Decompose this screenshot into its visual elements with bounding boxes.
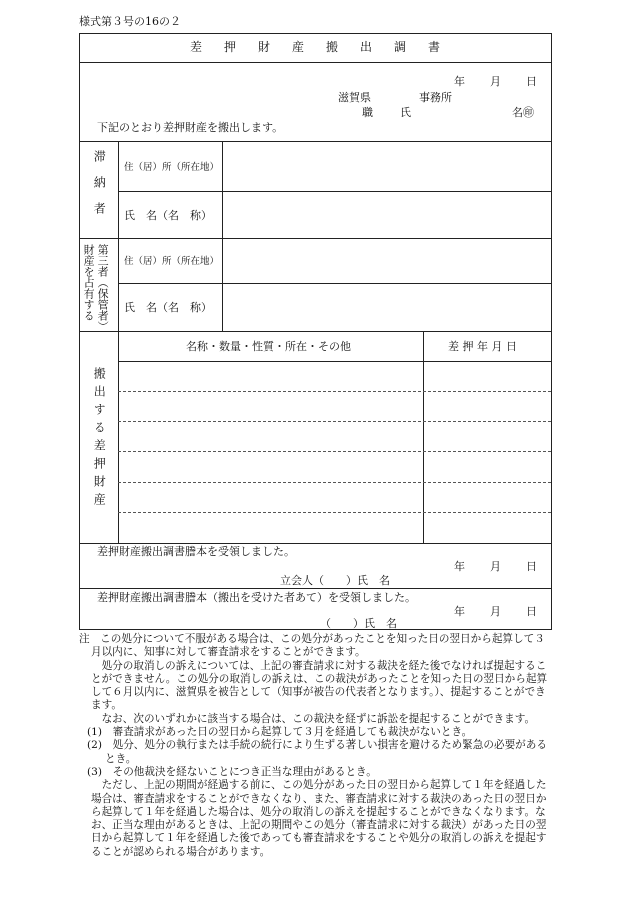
note-lawsuit: 処分の取消しの訴えについては、上記の審査請求に対する裁決を経た後でなければ提起することができません。この処分の取消しの訴えは、この裁決があったことを知った日の翌日から起算して６月以内に、滋賀県を被告として（知事が被告の代表者となります。）、提起することができます。 (91, 659, 548, 712)
third-party-address-label: 住（居）所（所在地） (124, 256, 220, 267)
header-year: 年 (454, 75, 465, 88)
delinquent-label: 滞納者 (92, 150, 107, 228)
third-party-name-label: 氏 名（名 称） (124, 301, 212, 314)
header-month: 月 (490, 75, 501, 88)
form-table (79, 33, 552, 630)
receipt2-month: 月 (490, 605, 501, 618)
note-item-2: (2) 処分、処分の執行または手続の続行により生ずる著しい損害を避けるため緊急の必要があるとき。 (87, 739, 547, 765)
header-prefecture: 滋賀県 (338, 91, 371, 104)
receipt1-day: 日 (526, 560, 537, 573)
header-day: 日 (526, 75, 537, 88)
receipt2-person: （ ）氏 名 (320, 617, 397, 630)
notes-section (79, 633, 551, 859)
receipt1-text: 差押財産搬出調書謄本を受領しました。 (97, 545, 295, 558)
delinquent-address-label: 住（居）所（所在地） (124, 162, 220, 173)
receipt2-day: 日 (526, 605, 537, 618)
third-party-label-2: 第三者（保管者） (96, 244, 110, 332)
header-position: 職 (362, 106, 373, 119)
note-proviso: ただし、上記の期間が経過する前に、この処分があった日の翌日から起算して１年を経過した場合は、審査請求をすることができなくなり、また、審査請求に対する裁決のあった日の翌日から起算して１年を経過した場合は、処分の取消しの訴えを提起することができなくなります。なお、正当な理由があるときは、上記の期間やこの処分（審査請求に対する裁決）があった日の翌日から起算して１年を経過した後であっても審査請求をすることや処分の取消しの訴えを提起することが認められる場合があります。 (91, 779, 547, 858)
receipt1-year: 年 (454, 560, 465, 573)
form-number: 様式第３号の16の２ (79, 15, 181, 28)
header-statement: 下記のとおり差押財産を搬出します。 (97, 121, 284, 134)
receipt2-text: 差押財産搬出調書謄本（搬出を受けた者あて）を受領しました。 (97, 591, 416, 604)
note-appeal: 注 この処分について不服がある場合は、この処分があったことを知った日の翌日から起算して３月以内に、知事に対して審査請求をすることができます。 (79, 633, 545, 659)
note-exceptions: なお、次のいずれかに該当する場合は、この裁決を経ずに訴訟を提起することができます。 (91, 712, 536, 725)
receipt2-year: 年 (454, 605, 465, 618)
property-col-date: 差 押 年 月 日 (448, 340, 517, 353)
receipt1-witness: 立会人（ ）氏 名 (280, 574, 390, 587)
header-name-seal: 名㊞ (512, 106, 534, 119)
receipt1-month: 月 (490, 560, 501, 573)
form-title: 差押財産搬出調書 (190, 40, 463, 54)
header-office: 事務所 (419, 91, 452, 104)
third-party-label-1: 財産を占有する (82, 244, 96, 321)
property-col-description: 名称・数量・性質・所在・その他 (186, 340, 351, 353)
property-label: 搬出する差押財産 (92, 367, 107, 511)
note-item-1: (1) 審査請求があった日の翌日から起算して３月を経過しても裁決がないとき。 (87, 726, 473, 739)
note-item-3: (3) その他裁決を経ないことにつき正当な理由があるとき。 (87, 765, 377, 778)
delinquent-name-label: 氏 名（名 称） (124, 209, 212, 222)
header-name-label: 氏 (400, 106, 411, 119)
